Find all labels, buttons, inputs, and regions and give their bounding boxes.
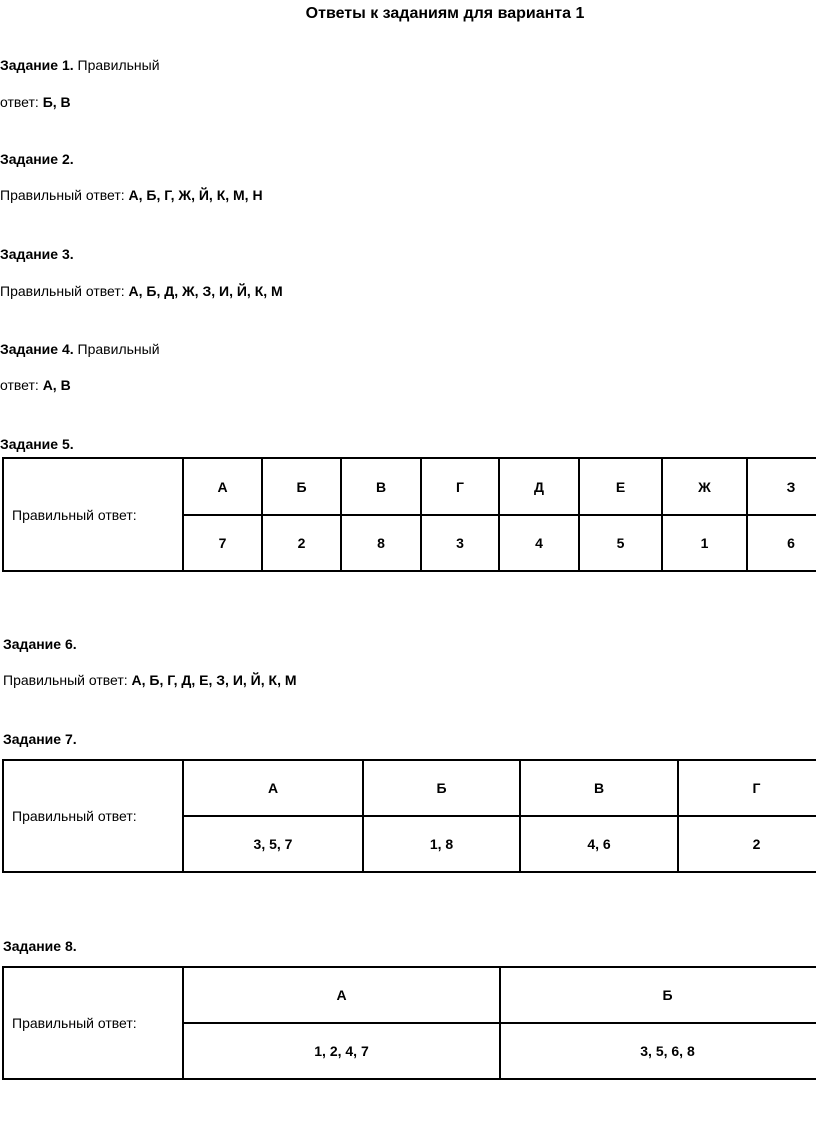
task-4-heading <box>0 341 160 357</box>
task-4-word-correct: Правильный <box>77 341 160 357</box>
task-8-header-cell: А <box>183 967 500 1023</box>
task-5-value-cell: 1 <box>662 515 747 571</box>
page-title: Ответы к заданиям для варианта 1 <box>305 5 585 22</box>
task-5-header-cell: В <box>341 458 421 515</box>
task-2-answer: А, Б, Г, Ж, Й, К, М, Н <box>128 187 263 203</box>
task-5-value-cell: 5 <box>579 515 662 571</box>
task-8-table <box>2 966 816 1080</box>
task-5-value-cell: 4 <box>499 515 579 571</box>
task-4-label: Задание 4. <box>0 341 74 357</box>
task-5-header-cell: Д <box>499 458 579 515</box>
task-7-table <box>2 759 816 873</box>
task-5-header-cell: Г <box>421 458 499 515</box>
task-5-value-cell: 6 <box>747 515 816 571</box>
task-5-value-cell: 7 <box>183 515 262 571</box>
task-5-value-cell: 8 <box>341 515 421 571</box>
task-1-word-answer: ответ: <box>0 94 39 110</box>
task-6-answer-line <box>3 672 297 688</box>
task-7-header-cell: А <box>183 760 363 816</box>
task-1-heading <box>0 57 160 73</box>
task-8-answer-label: Правильный ответ: <box>3 967 183 1079</box>
task-7-value-cell: 3, 5, 7 <box>183 816 363 872</box>
task-3-answer: А, Б, Д, Ж, З, И, Й, К, М <box>128 283 283 299</box>
task-7-answer-label: Правильный ответ: <box>3 760 183 872</box>
task-2-answer-line <box>0 187 263 203</box>
task-7-label: Задание 7. <box>3 731 77 747</box>
task-6-label: Задание 6. <box>3 636 77 652</box>
task-7-header-cell: В <box>520 760 678 816</box>
task-5-value-cell: 3 <box>421 515 499 571</box>
task-3-label: Задание 3. <box>0 246 74 262</box>
task-3-answer-label: Правильный ответ: <box>0 283 125 299</box>
task-4-answer: А, В <box>42 377 71 393</box>
task-7-header-cell: Б <box>363 760 520 816</box>
task-5-label: Задание 5. <box>0 436 74 452</box>
task-8-header-cell: Б <box>500 967 816 1023</box>
task-8-label: Задание 8. <box>3 938 77 954</box>
task-8-value-cell: 1, 2, 4, 7 <box>183 1023 500 1079</box>
task-4-answer-line <box>0 377 71 393</box>
task-7-value-cell: 1, 8 <box>363 816 520 872</box>
task-5-header-cell: Е <box>579 458 662 515</box>
task-5-header-cell: З <box>747 458 816 515</box>
task-5-answer-label: Правильный ответ: <box>3 458 183 571</box>
task-5-table <box>2 457 816 572</box>
task-7-value-cell: 4, 6 <box>520 816 678 872</box>
task-7-header-cell: Г <box>678 760 816 816</box>
task-1-label: Задание 1. <box>0 57 74 73</box>
task-2-answer-label: Правильный ответ: <box>0 187 125 203</box>
task-5-value-cell: 2 <box>262 515 341 571</box>
task-8-value-cell: 3, 5, 6, 8 <box>500 1023 816 1079</box>
task-3-answer-line <box>0 283 283 299</box>
task-2-label: Задание 2. <box>0 151 74 167</box>
task-1-answer: Б, В <box>42 94 71 110</box>
task-5-header-cell: А <box>183 458 262 515</box>
task-7-value-cell: 2 <box>678 816 816 872</box>
task-5-header-cell: Ж <box>662 458 747 515</box>
task-5-header-cell: Б <box>262 458 341 515</box>
task-4-word-answer: ответ: <box>0 377 39 393</box>
task-1-word-correct: Правильный <box>77 57 160 73</box>
task-6-answer: А, Б, Г, Д, Е, З, И, Й, К, М <box>131 672 297 688</box>
task-1-answer-line <box>0 94 71 110</box>
task-6-answer-label: Правильный ответ: <box>3 672 128 688</box>
